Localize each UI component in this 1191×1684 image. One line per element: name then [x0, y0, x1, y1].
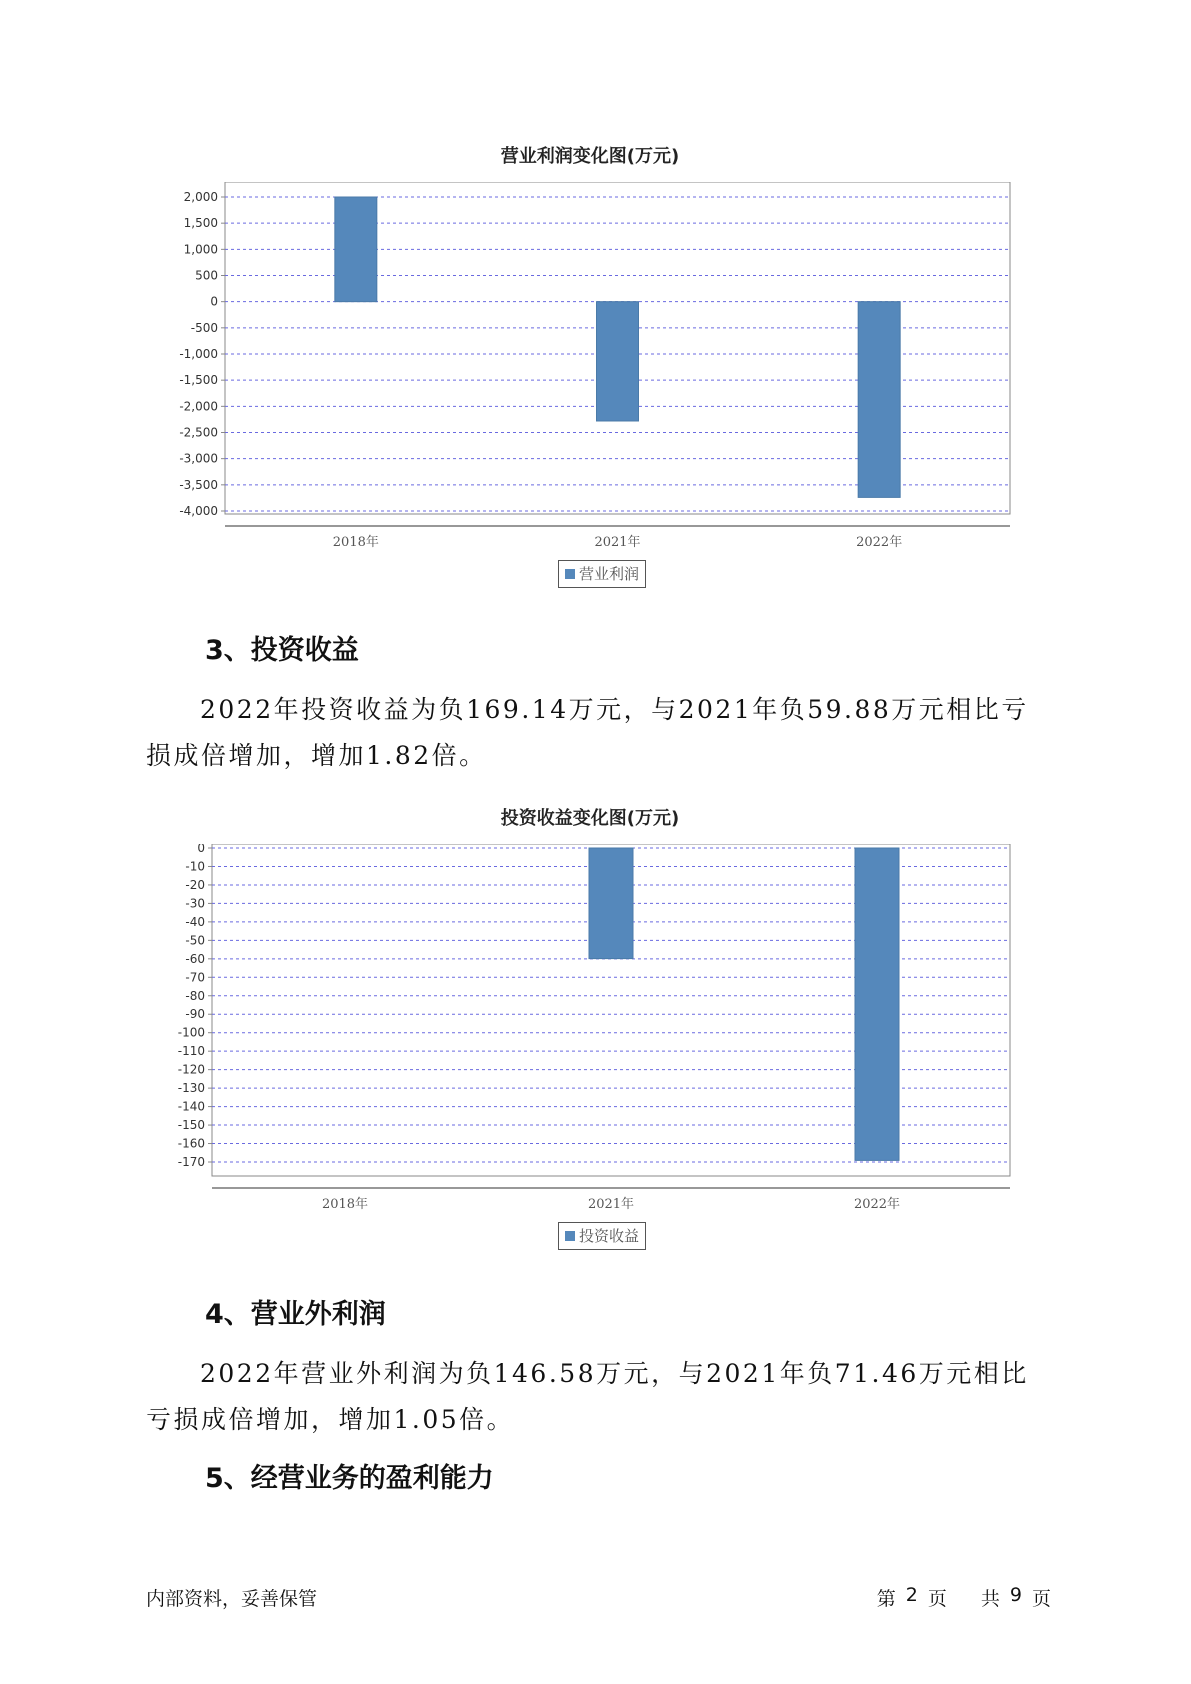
x-tick-label: 2018年 [321, 1197, 369, 1212]
y-tick-label: -70 [185, 970, 205, 985]
y-tick-label: 0 [210, 294, 218, 309]
section-5-heading: 5、经营业务的盈利能力 [205, 1463, 494, 1494]
y-tick-label: -30 [185, 896, 205, 911]
chart-title: 营业利润变化图(万元) [500, 146, 680, 167]
y-tick-label: -80 [185, 988, 205, 1003]
y-tick-label: -150 [177, 1118, 205, 1133]
y-tick-label: -90 [185, 1007, 205, 1022]
y-tick-label: -2,500 [179, 425, 218, 440]
bar-2018年 [335, 197, 377, 302]
x-tick-label: 2021年 [587, 1197, 635, 1212]
footer-confidential: 内部资料，妥善保管 [146, 1588, 318, 1610]
section-4-heading: 4、营业外利润 [205, 1299, 386, 1330]
y-tick-label: -60 [185, 951, 205, 966]
y-tick-label: -4,000 [179, 504, 218, 518]
y-tick-label: -10 [185, 859, 205, 874]
y-tick-label: 1,000 [183, 242, 218, 257]
section-4-text: 2022年营业外利润为负146.58万元，与2021年负71.46万元相比亏损成倍增加，增加1.05倍。 [146, 1359, 1029, 1434]
y-tick-label: 2,000 [183, 190, 218, 204]
bar-2022年 [855, 848, 899, 1160]
y-tick-label: -170 [177, 1155, 205, 1169]
y-tick-label: -120 [177, 1062, 205, 1077]
y-tick-label: 500 [195, 268, 218, 283]
footer-page-info [877, 1584, 1051, 1611]
chart-legend [558, 560, 646, 588]
operating-profit-plot [160, 182, 1020, 582]
total-pages: 9 [1009, 1584, 1022, 1606]
x-tick-label: 2022年 [853, 1197, 901, 1212]
page-number: 2 [905, 1584, 918, 1606]
chart-legend [558, 1222, 646, 1250]
x-tick-label: 2021年 [594, 535, 641, 550]
investment-income-chart [160, 800, 1020, 1260]
page-suffix: 页 [927, 1588, 947, 1610]
x-tick-label: 2018年 [332, 535, 379, 550]
x-tick-label: 2022年 [856, 535, 903, 550]
y-tick-label: -130 [177, 1081, 205, 1096]
y-tick-label: -3,000 [179, 451, 218, 466]
y-tick-label: -20 [185, 877, 205, 892]
section-3-text: 2022年投资收益为负169.14万元，与2021年负59.88万元相比亏损成倍增加，增加1.82倍。 [146, 695, 1029, 770]
y-tick-label: 1,500 [183, 216, 218, 231]
legend-swatch [565, 569, 575, 579]
y-tick-label: -160 [177, 1136, 205, 1151]
y-tick-label: -1,000 [179, 347, 218, 361]
total-suffix: 页 [1031, 1588, 1051, 1610]
legend-label: 营业利润 [579, 565, 640, 583]
legend-swatch [565, 1231, 575, 1241]
y-tick-label: -3,500 [179, 477, 218, 492]
total-prefix: 共 [980, 1588, 1000, 1610]
operating-profit-chart [160, 138, 1020, 598]
y-tick-label: 0 [197, 844, 205, 855]
y-tick-label: -2,000 [179, 399, 218, 414]
page-prefix: 第 [876, 1588, 896, 1610]
bar-2022年 [858, 302, 900, 498]
y-tick-label: -1,500 [179, 373, 218, 388]
y-tick-label: -140 [177, 1099, 205, 1114]
chart-title: 投资收益变化图(万元) [500, 808, 680, 829]
y-tick-label: -40 [185, 914, 205, 929]
legend-label: 投资收益 [579, 1227, 640, 1245]
bar-2021年 [589, 848, 633, 959]
y-tick-label: -500 [190, 320, 218, 335]
y-tick-label: -110 [177, 1044, 205, 1059]
section-3-heading: 3、投资收益 [205, 635, 359, 666]
y-tick-label: -50 [185, 933, 205, 948]
bar-2021年 [597, 302, 639, 421]
investment-income-plot [160, 844, 1020, 1244]
y-tick-label: -100 [177, 1025, 205, 1040]
